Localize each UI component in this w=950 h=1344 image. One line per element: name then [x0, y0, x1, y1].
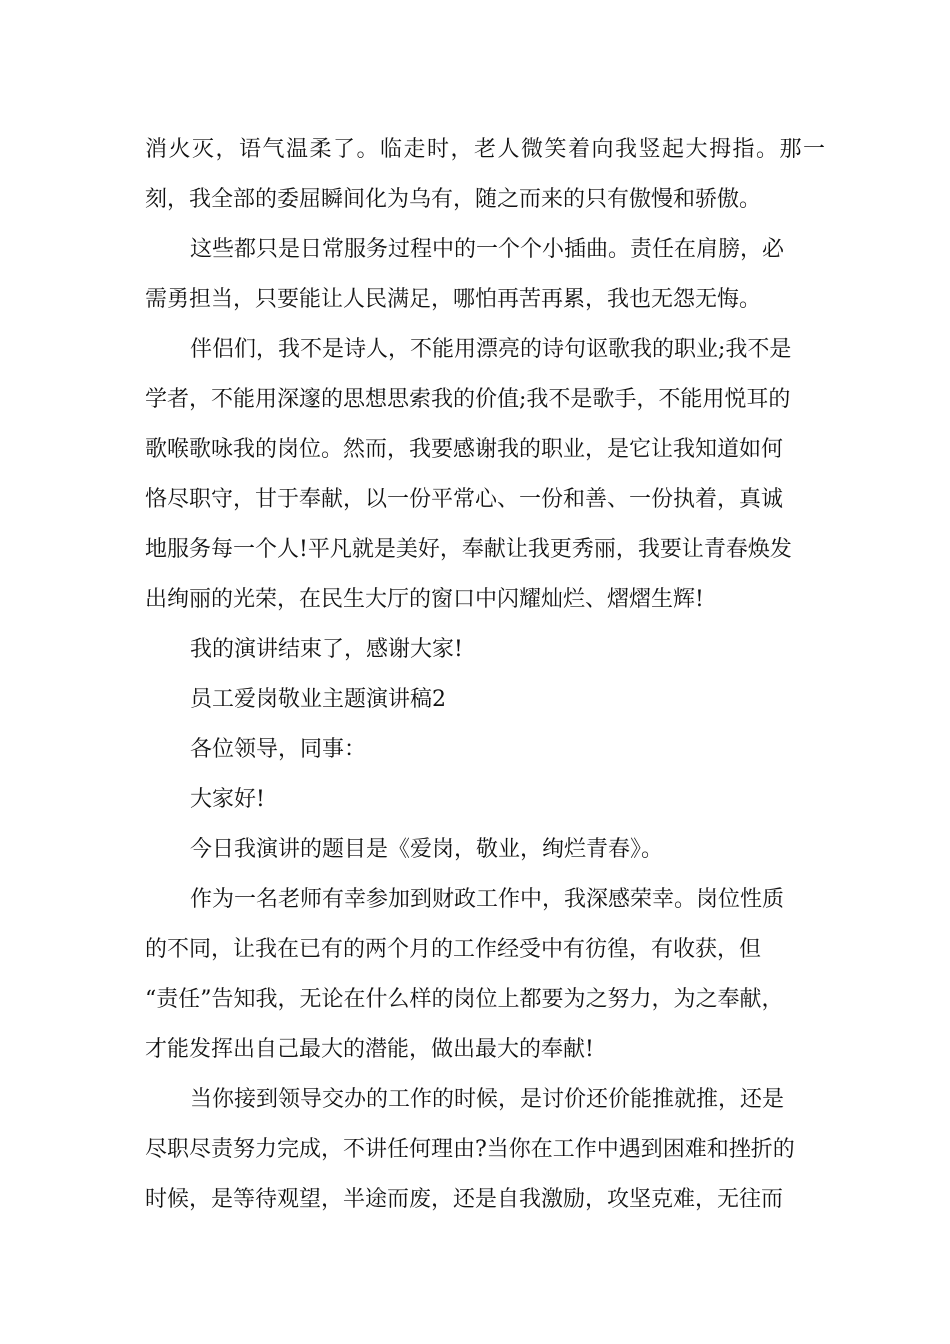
text-line: 当你接到领导交办的工作的时候，是讨价还价能推就推，还是 — [190, 1087, 785, 1112]
text-line: 尽职尽责努力完成，不讲任何理由?当你在工作中遇到困难和挫折的 — [145, 1137, 795, 1162]
text-line: 的不同，让我在已有的两个月的工作经受中有彷徨，有收获，但 — [145, 937, 762, 962]
greeting: 大家好! — [190, 787, 265, 812]
text-line: 时候，是等待观望，半途而废，还是自我激励，攻坚克难，无往而 — [145, 1187, 784, 1212]
text-line: 消火灭，语气温柔了。临走时，老人微笑着向我竖起大拇指。那一 — [145, 137, 825, 162]
text-line: 伴侣们，我不是诗人，不能用漂亮的诗句讴歌我的职业;我不是 — [190, 337, 792, 362]
text-line: 我的演讲结束了，感谢大家! — [190, 637, 463, 662]
text-line: 出绚丽的光荣，在民生大厅的窗口中闪耀灿烂、熠熠生辉! — [145, 587, 704, 612]
section-title: 员工爱岗敬业主题演讲稿2 — [190, 687, 446, 712]
text-line: 恪尽职守，甘于奉献，以一份平常心、一份和善、一份执着，真诚 — [145, 487, 784, 512]
text-line: 学者，不能用深邃的思想思索我的价值;我不是歌手，不能用悦耳的 — [145, 387, 791, 412]
text-line: 作为一名老师有幸参加到财政工作中，我深感荣幸。岗位性质 — [190, 887, 785, 912]
salutation: 各位领导，同事： — [190, 737, 367, 762]
text-line: “责任”告知我，无论在什么样的岗位上都要为之努力，为之奉献， — [145, 987, 784, 1012]
text-line: 地服务每一个人!平凡就是美好，奉献让我更秀丽，我要让青春焕发 — [145, 537, 792, 562]
text-line: 才能发挥出自己最大的潜能，做出最大的奉献! — [145, 1037, 594, 1062]
text-line: 歌喉歌咏我的岗位。然而，我要感谢我的职业，是它让我知道如何 — [145, 437, 784, 462]
text-line: 刻，我全部的委屈瞬间化为乌有，随之而来的只有傲慢和骄傲。 — [145, 187, 762, 212]
text-line: 这些都只是日常服务过程中的一个个小插曲。责任在肩膀，必 — [190, 237, 785, 262]
text-line: 今日我演讲的题目是《爱岗，敬业，绚烂青春》。 — [190, 837, 664, 862]
text-line: 需勇担当，只要能让人民满足，哪怕再苦再累，我也无怨无悔。 — [145, 287, 762, 312]
